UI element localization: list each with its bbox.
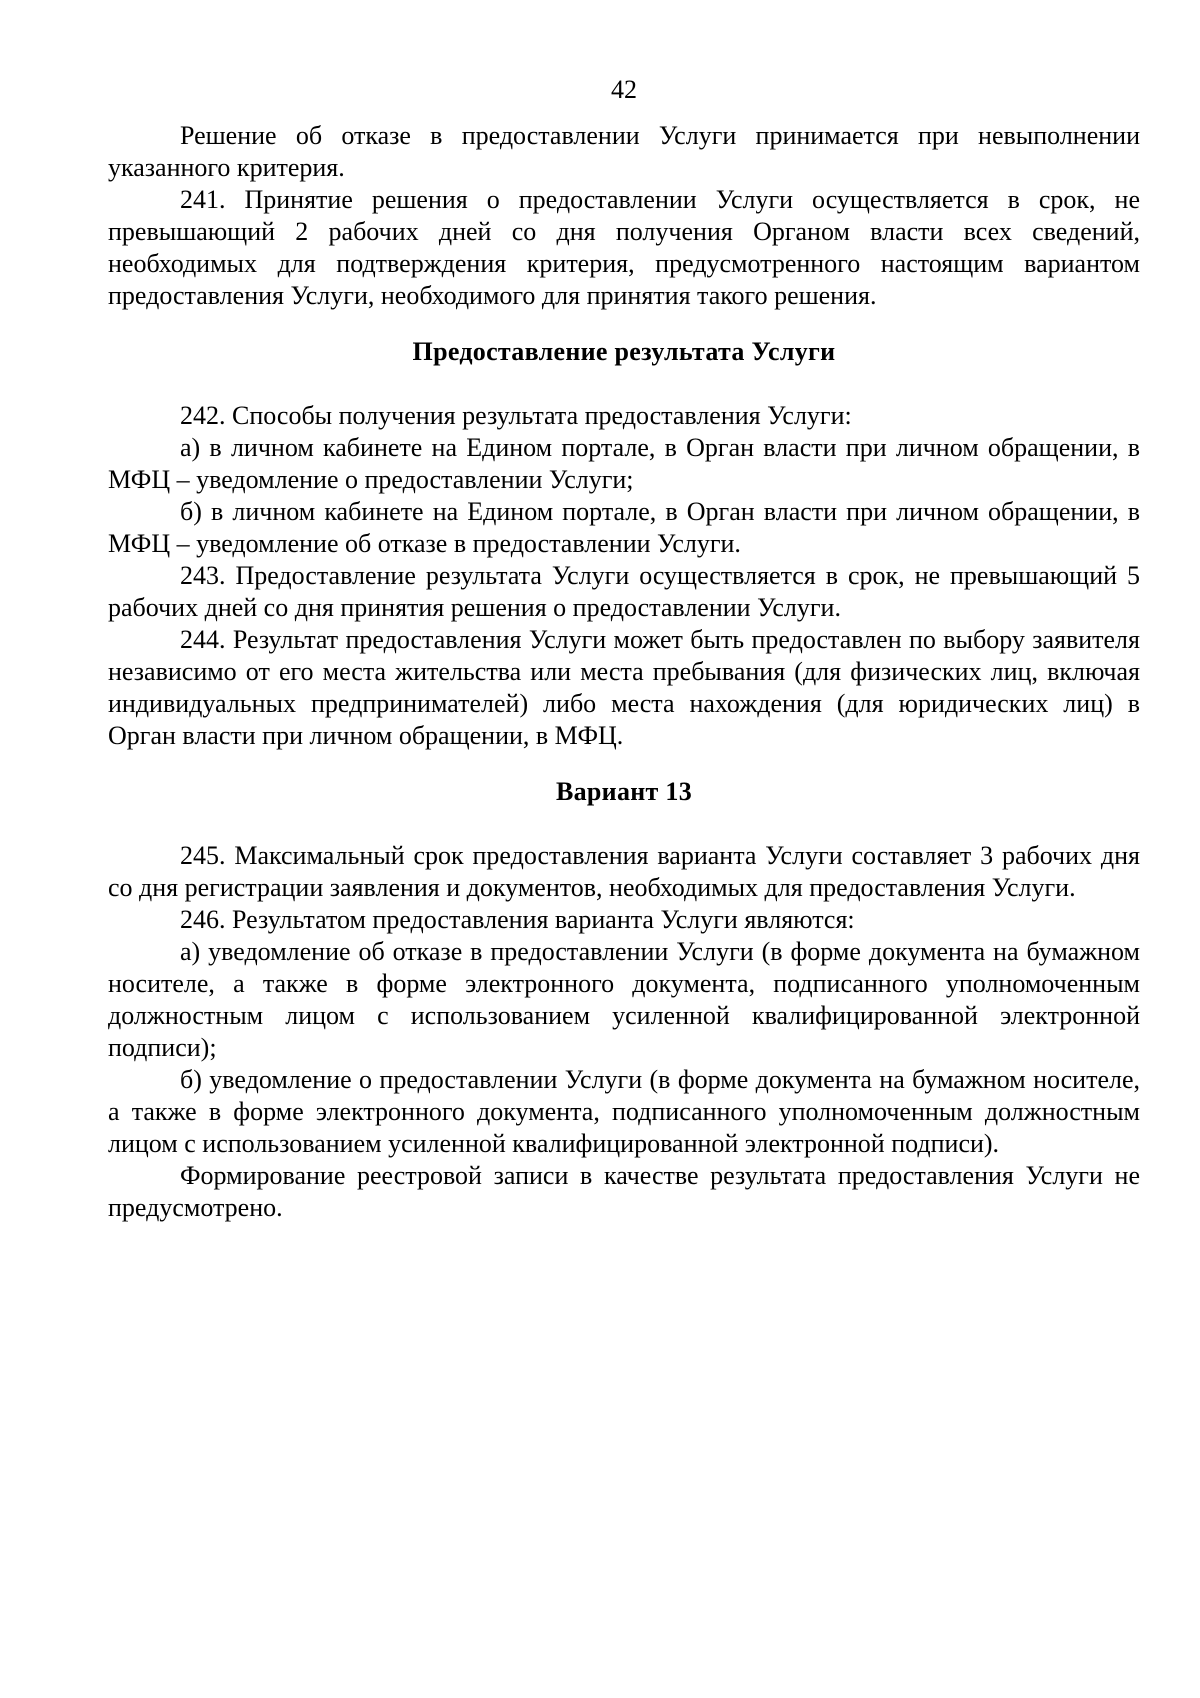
paragraph-246-a: а) уведомление об отказе в предоставлении Услуги (в форме документа на бумажном носителе, а также в форме электронного документа, подписанного уполномоченным должностным лицом с использованием усиленной квалифицированной электронной подписи); bbox=[108, 937, 1140, 1062]
paragraph-241: 241. Принятие решения о предоставлении Услуги осуществляется в срок, не превышающий 2 рабочих дней со дня получения Органом власти всех сведений, необходимых для подтверждения критерия, предусмотренного настоящим вариантом предоставления Услуги, необходимого для принятия такого решения. bbox=[108, 185, 1140, 310]
paragraph-246-b: б) уведомление о предоставлении Услуги (в форме документа на бумажном носителе, а также в форме электронного документа, подписанного уполномоченным должностным лицом с использованием усиленной квалифицированной электронной подписи). bbox=[108, 1065, 1140, 1158]
paragraph-registry-record: Формирование реестровой записи в качестве результата предоставления Услуги не предусмотрено. bbox=[108, 1161, 1140, 1222]
page-number: 42 bbox=[611, 75, 637, 104]
paragraph-245: 245. Максимальный срок предоставления варианта Услуги составляет 3 рабочих дня со дня регистрации заявления и документов, необходимых для предоставления Услуги. bbox=[108, 841, 1140, 902]
paragraph-243: 243. Предоставление результата Услуги осуществляется в срок, не превышающий 5 рабочих дней со дня принятия решения о предоставлении Услуги. bbox=[108, 561, 1140, 622]
paragraph-246: 246. Результатом предоставления варианта Услуги являются: bbox=[180, 905, 855, 934]
paragraph-refusal-decision: Решение об отказе в предоставлении Услуги принимается при невыполнении указанного критерия. bbox=[108, 121, 1140, 182]
section-heading-variant-13: Вариант 13 bbox=[555, 777, 693, 806]
paragraph-242-a: а) в личном кабинете на Едином портале, в Орган власти при личном обращении, в МФЦ – уведомление о предоставлении Услуги; bbox=[108, 433, 1140, 494]
document-page bbox=[108, 60, 1140, 1224]
paragraph-244: 244. Результат предоставления Услуги может быть предоставлен по выбору заявителя независимо от его места жительства или места пребывания (для физических лиц, включая индивидуальных предпринимателей) либо места нахождения (для юридических лиц) в Орган власти при личном обращении, в МФЦ. bbox=[108, 625, 1140, 750]
section-heading-result: Предоставление результата Услуги bbox=[412, 337, 836, 366]
paragraph-242: 242. Способы получения результата предоставления Услуги: bbox=[180, 401, 852, 430]
paragraph-242-b: б) в личном кабинете на Едином портале, в Орган власти при личном обращении, в МФЦ – уведомление об отказе в предоставлении Услуги. bbox=[108, 497, 1140, 558]
